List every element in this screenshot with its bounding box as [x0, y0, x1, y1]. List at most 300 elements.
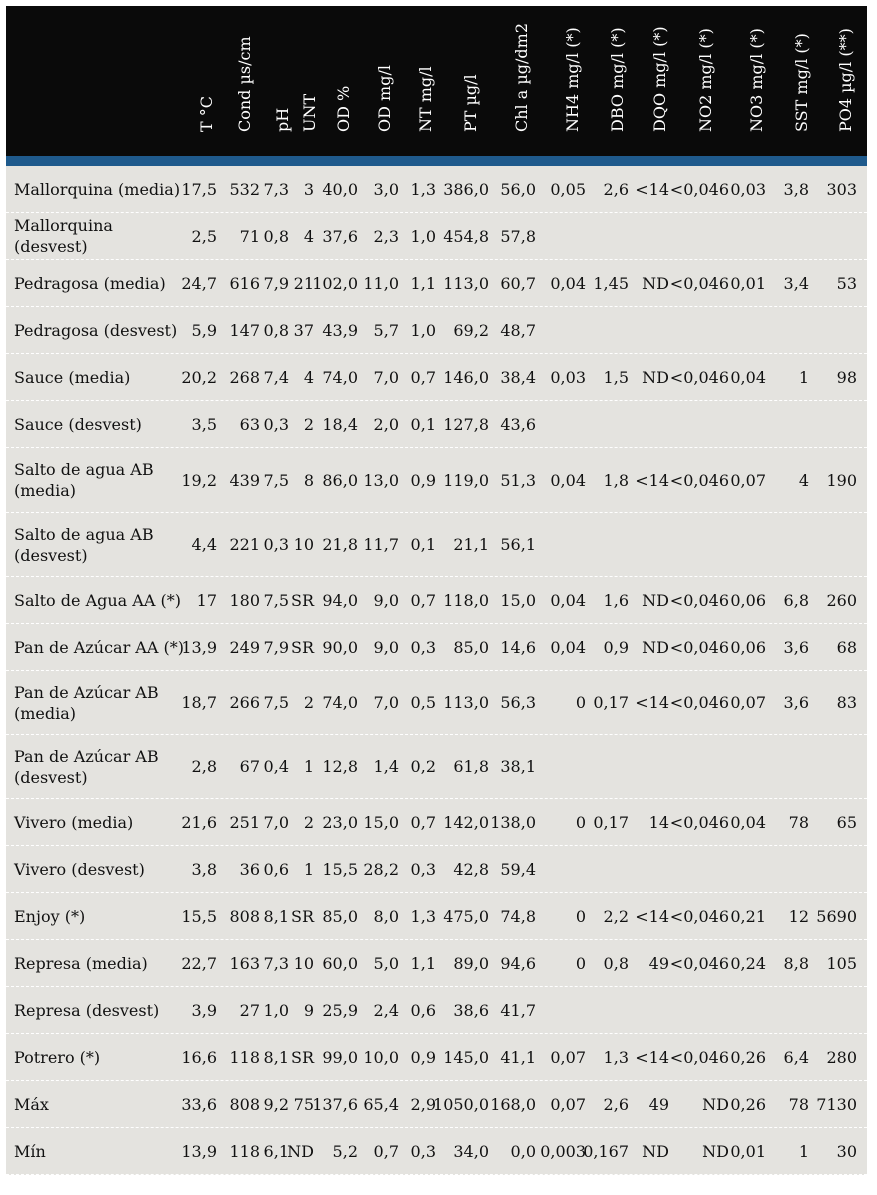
- column-header: [329, 8, 359, 148]
- table-row: [6, 624, 867, 671]
- table-cell: 5,9: [191, 320, 217, 340]
- table-cell: 0,01: [730, 273, 766, 293]
- table-row: [6, 893, 867, 940]
- table-cell: 14,6: [500, 637, 536, 657]
- table-cell: 0,26: [730, 1047, 766, 1067]
- table-cell: 249: [229, 637, 260, 657]
- table-cell: 85,0: [322, 906, 358, 926]
- table-cell: 78: [788, 812, 809, 832]
- table-cell: 0,07: [730, 693, 766, 712]
- table-cell: 0,17: [593, 812, 629, 832]
- table-cell: 0,3: [263, 535, 289, 554]
- table-cell: 7,0: [373, 693, 399, 712]
- table-cell: 7,4: [263, 367, 289, 387]
- table-cell: 0,6: [263, 859, 289, 879]
- table-cell: 280: [826, 1047, 857, 1067]
- table-cell: 1: [303, 859, 314, 879]
- table-cell: 105: [826, 953, 857, 973]
- table-cell: <0,046: [669, 906, 729, 926]
- column-header-label: OD mg/l: [375, 65, 394, 132]
- table-cell: 37: [293, 320, 314, 340]
- table-cell: 7,0: [263, 812, 289, 832]
- column-header: [411, 8, 441, 148]
- table-cell: 11,7: [363, 535, 399, 554]
- table-cell: 0,7: [373, 1141, 399, 1161]
- table-cell: 0,21: [730, 906, 766, 926]
- table-cell: 12,8: [322, 757, 358, 776]
- table-cell: 1,3: [410, 179, 436, 199]
- table-cell: 17: [196, 590, 217, 610]
- table-cell: 180: [229, 590, 260, 610]
- column-header: [691, 8, 721, 148]
- table-cell: 3,6: [783, 637, 809, 657]
- table-cell: 0,3: [410, 859, 436, 879]
- table-cell: <14: [635, 693, 669, 712]
- table-cell: 7,5: [263, 590, 289, 610]
- table-cell: 118: [229, 1141, 260, 1161]
- table-cell: 3,5: [191, 414, 217, 434]
- table-cell: 25,9: [322, 1000, 358, 1020]
- table-cell: ND: [642, 590, 669, 610]
- table-cell: 2,6: [603, 1094, 629, 1114]
- table-row: [6, 260, 867, 307]
- table-cell: 71: [239, 226, 260, 246]
- table-cell: 0,07: [550, 1047, 586, 1067]
- table-cell: 15,5: [181, 906, 217, 926]
- table-cell: 3,8: [783, 179, 809, 199]
- table-cell: 0,01: [730, 1141, 766, 1161]
- table-cell: 0,03: [730, 179, 766, 199]
- table-cell: 1,1: [410, 953, 436, 973]
- row-label: Vivero (media): [14, 812, 134, 832]
- table-cell: 1,1: [410, 273, 436, 293]
- table-header: [6, 6, 867, 156]
- row-label: Sauce (desvest): [14, 414, 142, 434]
- column-header: [507, 8, 537, 148]
- table-cell: 21,8: [322, 535, 358, 554]
- table-cell: 2,8: [191, 757, 217, 776]
- table-cell: 2,4: [373, 1000, 399, 1020]
- table-cell: 33,6: [181, 1094, 217, 1114]
- table-cell: 34,0: [453, 1141, 489, 1161]
- table-cell: ND: [642, 273, 669, 293]
- table-cell: 0,0: [510, 1141, 536, 1161]
- table-cell: 0,9: [410, 1047, 436, 1067]
- row-label: Salto de agua AB (media): [14, 460, 154, 500]
- table-cell: <0,046: [669, 470, 729, 490]
- table-cell: 268: [229, 367, 260, 387]
- table-row: [6, 799, 867, 846]
- column-header: [295, 8, 325, 148]
- table-cell: 6,1: [263, 1141, 289, 1161]
- table-cell: 0,04: [550, 470, 586, 490]
- table-cell: 7,9: [263, 273, 289, 293]
- column-header-label: OD %: [334, 85, 353, 132]
- column-header-label: NO2 mg/l (*): [696, 28, 715, 132]
- row-label: Vivero (desvest): [14, 859, 145, 879]
- table-cell: 2,6: [603, 179, 629, 199]
- table-cell: 0,07: [550, 1094, 586, 1114]
- table-cell: 2: [303, 693, 314, 712]
- table-cell: 147: [229, 320, 260, 340]
- column-header-label: DQO mg/l (*): [650, 26, 669, 132]
- table-cell: 3,9: [191, 1000, 217, 1020]
- table-cell: 7130: [816, 1094, 857, 1114]
- table-cell: 37,6: [322, 226, 358, 246]
- table-cell: 0,26: [730, 1094, 766, 1114]
- table-row: [6, 577, 867, 624]
- table-cell: 21,6: [181, 812, 217, 832]
- table-cell: 127,8: [443, 414, 489, 434]
- table-cell: 3: [303, 179, 314, 199]
- table-cell: 1,3: [603, 1047, 629, 1067]
- table-cell: 13,9: [181, 1141, 217, 1161]
- row-label: Pan de Azúcar AB (media): [14, 682, 159, 723]
- table-cell: 0,5: [410, 693, 436, 712]
- column-header: [456, 8, 486, 148]
- column-header-label: NO3 mg/l (*): [747, 28, 766, 132]
- table-cell: 146,0: [443, 367, 489, 387]
- table-cell: 1,5: [603, 367, 629, 387]
- column-header: [603, 8, 633, 148]
- table-cell: 38,4: [500, 367, 536, 387]
- table-cell: SR: [290, 637, 314, 657]
- table-row: [6, 513, 867, 577]
- table-cell: 7,5: [263, 470, 289, 490]
- table-cell: 51,3: [500, 470, 536, 490]
- table-cell: ND: [287, 1141, 314, 1161]
- table-cell: 56,3: [500, 693, 536, 712]
- row-label: Mallorquina (desvest): [14, 216, 113, 256]
- table-cell: 56,0: [500, 179, 536, 199]
- table-cell: 15,0: [363, 812, 399, 832]
- table-row: [6, 671, 867, 735]
- table-cell: 13,9: [181, 637, 217, 657]
- table-cell: 94,0: [322, 590, 358, 610]
- table-row: [6, 307, 867, 354]
- row-label: Salto de Agua AA (*): [14, 590, 181, 610]
- table-cell: 142,0: [443, 812, 489, 832]
- table-cell: 14: [648, 812, 669, 832]
- table-cell: 8,1: [263, 1047, 289, 1067]
- table-row: [6, 213, 867, 260]
- row-label: Salto de agua AB (desvest): [14, 524, 154, 565]
- table-cell: 113,0: [443, 693, 489, 712]
- table-cell: 0: [575, 906, 586, 926]
- table-cell: 63: [239, 414, 260, 434]
- table-cell: 23,0: [322, 812, 358, 832]
- table-cell: 9,0: [373, 637, 399, 657]
- table-cell: 18,7: [181, 693, 217, 712]
- table-body: [6, 166, 867, 1175]
- table-cell: 137,6: [312, 1094, 358, 1114]
- table-cell: <14: [635, 179, 669, 199]
- data-table: [6, 6, 867, 1175]
- table-cell: 0,9: [603, 637, 629, 657]
- table-cell: 36: [239, 859, 260, 879]
- table-cell: <14: [635, 1047, 669, 1067]
- column-header-label: Chl a µg/dm2: [512, 23, 531, 132]
- table-cell: 1: [303, 757, 314, 776]
- table-cell: 0,7: [410, 590, 436, 610]
- table-cell: 16,6: [181, 1047, 217, 1067]
- table-row: [6, 401, 867, 448]
- column-header: [370, 8, 400, 148]
- table-cell: 9,0: [373, 590, 399, 610]
- table-cell: 0,2: [410, 757, 436, 776]
- table-cell: 0,3: [410, 637, 436, 657]
- table-cell: ND: [702, 1094, 729, 1114]
- table-cell: ND: [642, 637, 669, 657]
- table-cell: 0,3: [263, 414, 289, 434]
- table-cell: 0,06: [730, 637, 766, 657]
- table-cell: 1: [798, 1141, 809, 1161]
- table-cell: 0,04: [550, 590, 586, 610]
- row-label: Enjoy (*): [14, 906, 86, 926]
- table-row: [6, 1128, 867, 1175]
- table-row: [6, 1081, 867, 1128]
- table-cell: 118,0: [443, 590, 489, 610]
- table-cell: 8: [303, 470, 314, 490]
- table-cell: 163: [229, 953, 260, 973]
- table-row: [6, 448, 867, 513]
- table-cell: 0,6: [410, 1000, 436, 1020]
- table-cell: 4,4: [191, 535, 217, 554]
- column-header-label: NH4 mg/l (*): [563, 27, 582, 132]
- table-cell: 15,0: [500, 590, 536, 610]
- table-cell: 15,5: [322, 859, 358, 879]
- table-row: [6, 735, 867, 799]
- table-cell: 0,3: [410, 1141, 436, 1161]
- table-cell: 89,0: [453, 953, 489, 973]
- table-cell: 260: [826, 590, 857, 610]
- table-cell: 2: [303, 414, 314, 434]
- table-cell: 43,6: [500, 414, 536, 434]
- table-cell: 27: [239, 1000, 260, 1020]
- table-row: [6, 940, 867, 987]
- table-cell: <0,046: [669, 179, 729, 199]
- table-cell: 475,0: [443, 906, 489, 926]
- table-row: [6, 354, 867, 401]
- table-cell: 30: [836, 1141, 857, 1161]
- table-cell: 9: [303, 1000, 314, 1020]
- table-cell: 4: [798, 470, 809, 490]
- table-cell: 7,5: [263, 693, 289, 712]
- row-label: Pedragosa (media): [14, 273, 166, 293]
- table-row: [6, 987, 867, 1034]
- table-cell: SR: [290, 590, 314, 610]
- row-label: Máx: [14, 1094, 49, 1114]
- table-cell: 6,4: [783, 1047, 809, 1067]
- table-cell: 10: [293, 953, 314, 973]
- table-cell: 5,7: [373, 320, 399, 340]
- table-cell: 17,5: [181, 179, 217, 199]
- table-cell: 60,0: [322, 953, 358, 973]
- table-cell: 0,05: [550, 179, 586, 199]
- row-label: Mallorquina (media): [14, 179, 181, 199]
- table-cell: 67: [239, 757, 260, 776]
- table-cell: 4: [303, 226, 314, 246]
- table-cell: ND: [642, 1141, 669, 1161]
- table-cell: 1050,0: [433, 1094, 489, 1114]
- column-header: [558, 8, 588, 148]
- table-cell: 83: [836, 693, 857, 712]
- row-label: Mín: [14, 1141, 46, 1161]
- column-header-label: UNT: [300, 93, 319, 132]
- table-cell: 2: [303, 812, 314, 832]
- table-cell: 12: [788, 906, 809, 926]
- table-cell: 0,04: [730, 367, 766, 387]
- table-cell: 38,1: [500, 757, 536, 776]
- table-cell: 74,0: [322, 693, 358, 712]
- table-cell: <0,046: [669, 367, 729, 387]
- table-cell: 0,9: [410, 470, 436, 490]
- table-cell: 138,0: [490, 812, 536, 832]
- table-cell: 11,0: [363, 273, 399, 293]
- table-cell: 43,9: [322, 320, 358, 340]
- table-cell: 0,003: [540, 1141, 586, 1161]
- table-cell: 75: [293, 1094, 314, 1114]
- table-cell: 7,3: [263, 953, 289, 973]
- table-cell: 119,0: [443, 470, 489, 490]
- table-cell: 0,04: [550, 637, 586, 657]
- table-cell: 0,04: [550, 273, 586, 293]
- column-header: [787, 8, 817, 148]
- table-cell: 3,6: [783, 693, 809, 712]
- table-cell: 98: [836, 367, 857, 387]
- table-cell: <0,046: [669, 273, 729, 293]
- table-cell: 2,5: [191, 226, 217, 246]
- table-cell: 7,0: [373, 367, 399, 387]
- table-cell: 1,3: [410, 906, 436, 926]
- table-cell: 56,1: [500, 535, 536, 554]
- table-cell: 94,6: [500, 953, 536, 973]
- table-cell: ND: [642, 367, 669, 387]
- column-header-label: pH: [273, 107, 292, 132]
- table-cell: 0,24: [730, 953, 766, 973]
- table-cell: 38,6: [453, 1000, 489, 1020]
- row-label: Potrero (*): [14, 1047, 101, 1067]
- column-header-label: NT mg/l: [416, 66, 435, 132]
- table-cell: 0,04: [730, 812, 766, 832]
- table-cell: 532: [229, 179, 260, 199]
- table-cell: 78: [788, 1094, 809, 1114]
- table-cell: 9,2: [263, 1094, 289, 1114]
- table-cell: 454,8: [443, 226, 489, 246]
- table-cell: 21,1: [453, 535, 489, 554]
- column-header: [230, 8, 260, 148]
- table-cell: <0,046: [669, 953, 729, 973]
- table-row: [6, 166, 867, 213]
- table-cell: 4: [303, 367, 314, 387]
- table-cell: 65,4: [363, 1094, 399, 1114]
- table-cell: 74,8: [500, 906, 536, 926]
- table-cell: 1,0: [410, 226, 436, 246]
- table-cell: 69,2: [453, 320, 489, 340]
- table-cell: 21: [293, 273, 314, 293]
- table-cell: 6,8: [783, 590, 809, 610]
- table-cell: 5,0: [373, 953, 399, 973]
- table-cell: 90,0: [322, 637, 358, 657]
- table-cell: 49: [648, 1094, 669, 1114]
- table-cell: <0,046: [669, 1047, 729, 1067]
- table-cell: 7,3: [263, 179, 289, 199]
- table-cell: <0,046: [669, 812, 729, 832]
- row-label: Represa (desvest): [14, 1000, 160, 1020]
- table-cell: 10: [293, 535, 314, 554]
- table-cell: ND: [702, 1141, 729, 1161]
- table-cell: 3,8: [191, 859, 217, 879]
- column-header: [268, 8, 298, 148]
- table-cell: 251: [229, 812, 260, 832]
- table-cell: 5690: [816, 906, 857, 926]
- table-cell: 41,1: [500, 1047, 536, 1067]
- table-cell: 439: [229, 470, 260, 490]
- column-header: [645, 8, 675, 148]
- table-cell: 113,0: [443, 273, 489, 293]
- column-header: [831, 8, 861, 148]
- table-cell: 0,8: [263, 226, 289, 246]
- table-cell: 22,7: [181, 953, 217, 973]
- table-cell: 0,7: [410, 367, 436, 387]
- table-cell: 53: [836, 273, 857, 293]
- table-cell: 5,2: [332, 1141, 358, 1161]
- table-cell: 168,0: [490, 1094, 536, 1114]
- table-cell: 1: [798, 367, 809, 387]
- table-cell: 0,7: [410, 812, 436, 832]
- row-label: Pan de Azúcar AB (desvest): [14, 746, 159, 787]
- table-cell: 2,9: [410, 1094, 436, 1114]
- header-divider: [6, 156, 867, 166]
- table-cell: 303: [826, 179, 857, 199]
- table-cell: 68: [836, 637, 857, 657]
- table-row: [6, 846, 867, 893]
- table-cell: 0,167: [583, 1141, 629, 1161]
- column-header-label: T °C: [197, 96, 216, 132]
- column-header-label: Cond µs/cm: [235, 36, 254, 132]
- row-label: Represa (media): [14, 953, 148, 973]
- table-cell: 1,6: [603, 590, 629, 610]
- table-cell: 0,17: [593, 693, 629, 712]
- table-cell: 41,7: [500, 1000, 536, 1020]
- table-cell: 1,4: [373, 757, 399, 776]
- table-cell: 3,0: [373, 179, 399, 199]
- table-cell: 0: [575, 953, 586, 973]
- table-cell: 40,0: [322, 179, 358, 199]
- table-cell: 99,0: [322, 1047, 358, 1067]
- table-cell: 8,1: [263, 906, 289, 926]
- table-cell: 61,8: [453, 757, 489, 776]
- table-cell: 1,0: [410, 320, 436, 340]
- table-cell: 65: [836, 812, 857, 832]
- table-cell: 86,0: [322, 470, 358, 490]
- column-header-label: SST mg/l (*): [792, 33, 811, 132]
- table-cell: 0,03: [550, 367, 586, 387]
- row-label: Sauce (media): [14, 367, 131, 387]
- table-cell: 85,0: [453, 637, 489, 657]
- table-cell: 59,4: [500, 859, 536, 879]
- table-cell: 10,0: [363, 1047, 399, 1067]
- table-cell: 145,0: [443, 1047, 489, 1067]
- table-cell: 28,2: [363, 859, 399, 879]
- table-cell: 0,07: [730, 470, 766, 490]
- table-cell: 0,8: [263, 320, 289, 340]
- table-cell: 49: [648, 953, 669, 973]
- table-cell: 808: [229, 906, 260, 926]
- table-cell: 42,8: [453, 859, 489, 879]
- row-label: Pan de Azúcar AA (*): [14, 637, 184, 657]
- column-header: [742, 8, 772, 148]
